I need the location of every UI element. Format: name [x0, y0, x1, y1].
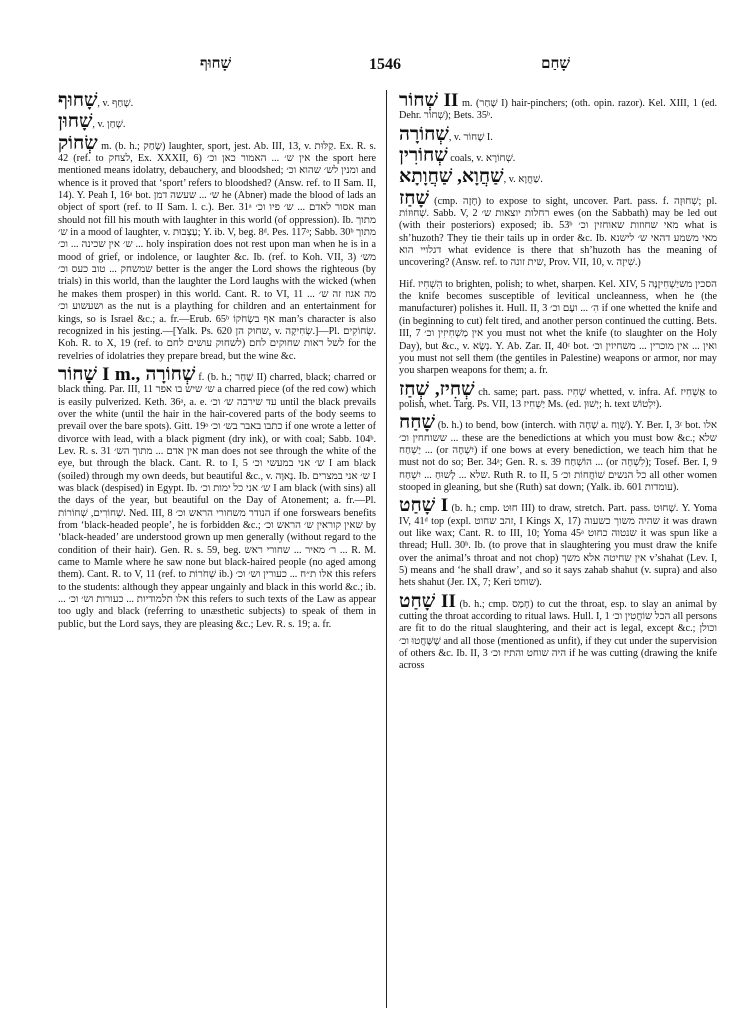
entry-headword: שָׁחַט II	[399, 590, 456, 612]
entry-text: ch. same; part. pass. שְׁחִיז whetted, v. infra. Af. אַשְׁחִיז to polish, whet. Targ. Ps. VII, 13 יַשְׁחִיז Ms. (ed. יְשׁוּן; h. text יִלְטוֹשׁ).	[399, 386, 717, 410]
entry-headword: שַׁחֲוָא, שַׁחֲוָתָא	[399, 166, 504, 188]
dictionary-entry	[399, 590, 717, 673]
dictionary-entry	[399, 92, 717, 123]
entry-headword: שָׁחוּן	[58, 111, 93, 133]
dictionary-entry	[399, 497, 717, 589]
page-header	[60, 56, 710, 80]
entry-text: (b. h.) to bend, bow (interch. with שָׁחָה a. שְׁוַח). Y. Ber. I, 3ᶜ bot. אלו ... ששוחחין וכ׳ these are the benedictions at which you must bow &c.; שלא יַשְׁחַח ... (or יִשְׁחָה) if one bows at every benediction, we teach him that he must not do so; Ber. 34ᵃ; Gen. R. s. 39 הוֹשְׁחַח ... (or לִשְׁחָה); Tosef. Ber. I, 9 שלא ... לָשׁוּחַ ... יִשְׁחַח. Ruth R. to II, 5 כל הנשים שׁוֹחֲחוֹת וכ׳ all other women stooped in gleaning, but she (Ruth) sat down; (Yalk. ib. 601 עומדות).	[399, 420, 717, 493]
dictionary-entry	[58, 363, 376, 631]
entry-headword: שְׁחִיז, שְׁחַז	[399, 378, 475, 400]
entry-text: f. (b. h.; שָׁחַר II) charred, black; charred or black thing. Par. III, 11 ש׳ שיש בו אפר a charred piece (of the red cow) which is easily pulverized. Keth. 36ᵃ, a. e. עד שירבה ש׳ וכ׳ until the black prevails over the white (until the hair in the hair-covered parts of the body seems to prevail over the bare spots). Gitt. 19ᵃ כתבו באבר בש׳ וכ׳ if one wrote a letter of divorce with lead, with a black pigment (dry ink), or with coal; Sabb. 104ᵇ. Lev. R. s. 31 אין אדם ... מתוך הש׳ man does not see through the white of the eye, but through the black. Cant. R. to I, 5 ש׳ אני במעשי וכ׳ I am black (soiled) through my own deeds, but beautiful &c., v. נָאוֶה. Ib. ש׳ אני במצרים I was black (despised) in Egypt. Ib. ש׳ אני כל ימות וכ׳ I am black (with sins) all the days of the year, but beautiful on the Day of Atonement; a. fr.—Pl. שְׁחוֹרִים, שְׁחוֹרוֹת. Ned. III, 8 הנודר משחורי הראש וכ׳ if one forswears benefits from ‘black-headed people’, he is forbidden &c.; שאין קוראין ש׳ הראש וכ׳ by ‘black-headed’ are understood grown up men generally (without regard to the condition of their hair). Gen. R. s. 59, beg. ר׳ מאיר ... שחורי ראש ... R. M. came to Mamle where he saw none but black-haired people (no aged among them). Cant. R. to V, 11 (ref. to שְׁחֹרוֹת ib.) אלו ת״ח ... כעורין וש׳ וכ׳ this refers to the students: although they appear ungainly and black in this world &c.; ib. ... אלו תלמודיות ... כעורות וש׳ וכ׳ this refers to such texts of the Law as appear too ugly and black (referring to unæsthetic subjects) to speak of them in public, but the Lord says, they are pleasing &c.; Lev. R. s. 19; a. fr.	[58, 371, 376, 630]
entry-headword: שָׁחַח	[399, 412, 435, 434]
column-divider	[386, 90, 387, 1008]
dictionary-entry	[399, 187, 717, 270]
entry-text: (b. h.; cmp. חוּט III) to draw, stretch. Part. pass. שָׁחוּט. Y. Yoma IV, 41ᵈ top (expl. זהב שחוט, I Kings X, 17) שהיה משוך כשעוה it was drawn out like wax; Cant. R. to III, 10; Yoma 45ᵃ שנטוה כחוט it was spun like a thread; Hull. 30ᵇ. Ib. (to prove that in slaughtering you must draw the knife over the animal’s throat and not chop) אין שחיטה אלא משך v’shahat (Lev. I, 5) means and ‘he shall draw’, and so it says zahab shahut (v. supra) and also hets shahut (Jer. IX, 7; Keri שוחט).	[399, 503, 717, 589]
entry-headword: שָׁחַט I	[399, 495, 449, 517]
dictionary-entry	[399, 168, 717, 186]
dictionary-entry	[399, 123, 717, 145]
dictionary-entry	[399, 273, 717, 378]
entry-headword: שְׁחוֹרִין	[399, 145, 448, 167]
entry-headword: שְׂחוֹק	[58, 132, 98, 154]
entry-text: (b. h.; cmp. חָמַס) to cut the throat, esp. to slay an animal by cutting the throat according to ritual laws. Hull. I, 1 הכל שוֹחֲטִין וכ׳ all persons are fit to do the ritual slaughtering, and their act is legal, except &c.; וכולן שֶׁשָּׁחֲטוּ וכ׳ and all those (mentioned as unfit), if they cut under the supervision of others &c. Ib. II, 3 היה שוחט והתיז וכ׳ if he was cutting (drawing the knife across	[399, 598, 717, 672]
entry-headword: שְׁחוֹר II	[399, 92, 459, 111]
dictionary-entry	[399, 147, 717, 165]
dictionary-entry	[399, 414, 717, 494]
entry-text: m. (b. h.; שָׂחַק) laughter, sport, jest. Ab. III, 13, v. קַלּוּת. Ex. R. s. 42 (ref. to לצחק, Ex. XXXII, 6) אין ש׳ ... האמור כאן וכ׳ the sport here mentioned means idolatry, debauchery, and bloodshed; ומנין לש׳ שהוא וכ׳ and whence is it proved that ‘sport’ refers to bloodshed? (Answ. ref. to II Sam. II, 14). Y. Peah I, 16ᵃ bot. ש׳ ... שעשה דמן he (Abner) made the blood of lads an object of sport (ref. to II Sam. l. c.). Ber. 31ᵃ אסור לאדם ... ש׳ פיו וכ׳ man should not fill his mouth with laughter in this world (of oppression). Ib. מתוך ש׳ in a mood of laughter, v. עַצְבוּת; Y. ib. V, beg. 8ᵈ. Pes. 117ᵃ; Sabb. 30ᵇ מתוך ... ש׳ אין שכינה ... וכ׳ holy inspiration does not rest upon man when he is in a mood of grief, or indolence, or laughter &c. Ib. (ref. to Koh. VII, 3) מש׳ שמשחק ... טוב כעס וכ׳ better is the anger the Lord shows the righteous (by trials) in this world, than the laughter the Lord laughs with the wicked (when he makes them prosper) in this world. Cant. R. to VI, 11 מה אגוז זה ש׳ ... ושעשוע וכ׳ as the nut is a plaything for children and an entertainment for kings, so is Israel &c.; a. fr.—Erub. 65ᵇ אף בשְׂחֹקוֹ man’s character is also recognized in his jesting.—[Yalk. Ps. 620 שחוק הן, v. שְׂחִיקָה.]—Pl. שְׂחוֹקִים. Koh. R. to X, 19 (ref. to לשחוק עושים לחם) לשל ראות שחוקים לחם for the revelries of idolatries they prepare bread, but the wine &c.	[58, 140, 376, 362]
right-column	[399, 92, 717, 1010]
entry-text: , v. שָׁחוֹר I.	[448, 131, 493, 143]
entry-text: , v. שַׁחֲוָא.	[503, 174, 543, 186]
left-column	[58, 92, 376, 1010]
left-guide-word: שָׁחוּף	[200, 56, 232, 72]
entry-text: Hif. הִשְׁחִיז to brighten, polish; to whet, sharpen. Kel. XIV, 5 הסכין משיַשְׁחִיזֶנָּה the knife becomes susceptible of levitical uncleanness, when he (the manufacturer) polishes it. Hull. II, 3 הִ׳ ... ועָם וכ׳ if one whetted the knife and (in beginning to cut) felt tired, and another person continued the cutting. Bets. III, 7 אין מַשְׁחִיזִין וכ׳ you must not whet the knife (to slaughter on the Holy Day), but &c., v. נְשָׂא. Y. Ab. Zar. II, 40ᶜ bot. ואין ... אין מוכרין ... משחיזין וכ׳ you must not sell them (the gentiles in Palestine) weapons or armor, nor may you sharpen weapons for them; a. fr.	[399, 278, 717, 377]
entry-text: , v. שָׁחַן.	[92, 119, 126, 131]
page-number: 1546	[369, 56, 401, 73]
dictionary-entry	[58, 92, 376, 110]
entry-headword: שְׁחוֹרָה	[399, 123, 449, 145]
entry-headword: שָׁחוֹר I m., שְׁחוֹרָה	[58, 363, 196, 385]
dictionary-entry	[58, 113, 376, 131]
entry-headword: שָׁחוּף	[58, 92, 98, 111]
right-guide-word: שָׁחַם	[541, 56, 570, 72]
entry-text: coals, v. שְׁחוֹרָא.	[447, 153, 516, 165]
entry-text: m. (שָׁחַר I) hair-pinchers; (oth. opin. razor). Kel. XIII, 1 (ed. Dehr. שְׁחוֹר); Bets. 35ᵇ.	[399, 98, 717, 122]
dictionary-entry	[58, 132, 376, 363]
entry-headword: שָׁחַז	[399, 187, 429, 209]
entry-text: , v. שָׁחַף.	[97, 98, 134, 109]
entry-text: (cmp. חָזָה) to expose to sight, uncover. Part. pass. f. שְׁחוּזָה; pl. שְׁחוּזוֹת. Sabb. V, 2 רחלות יוצאות ש׳ ewes (on the Sabbath) may be led out (with their posteriors) exposed; ib. 53ᵇ מאי שחוזות שאוחזין וכ׳ what is sh’huzoth? They tie their tails up in order &c. Ib. מאי משמע דהאי ש׳ לישנא דגלויי הוא what evidence is there that sh’huzoth has the meaning of uncovering? (Answ. ref. to שית זונה, Prov. VII, 10, v. שִׁיזָה.)	[399, 195, 717, 269]
dictionary-entry	[399, 378, 717, 412]
